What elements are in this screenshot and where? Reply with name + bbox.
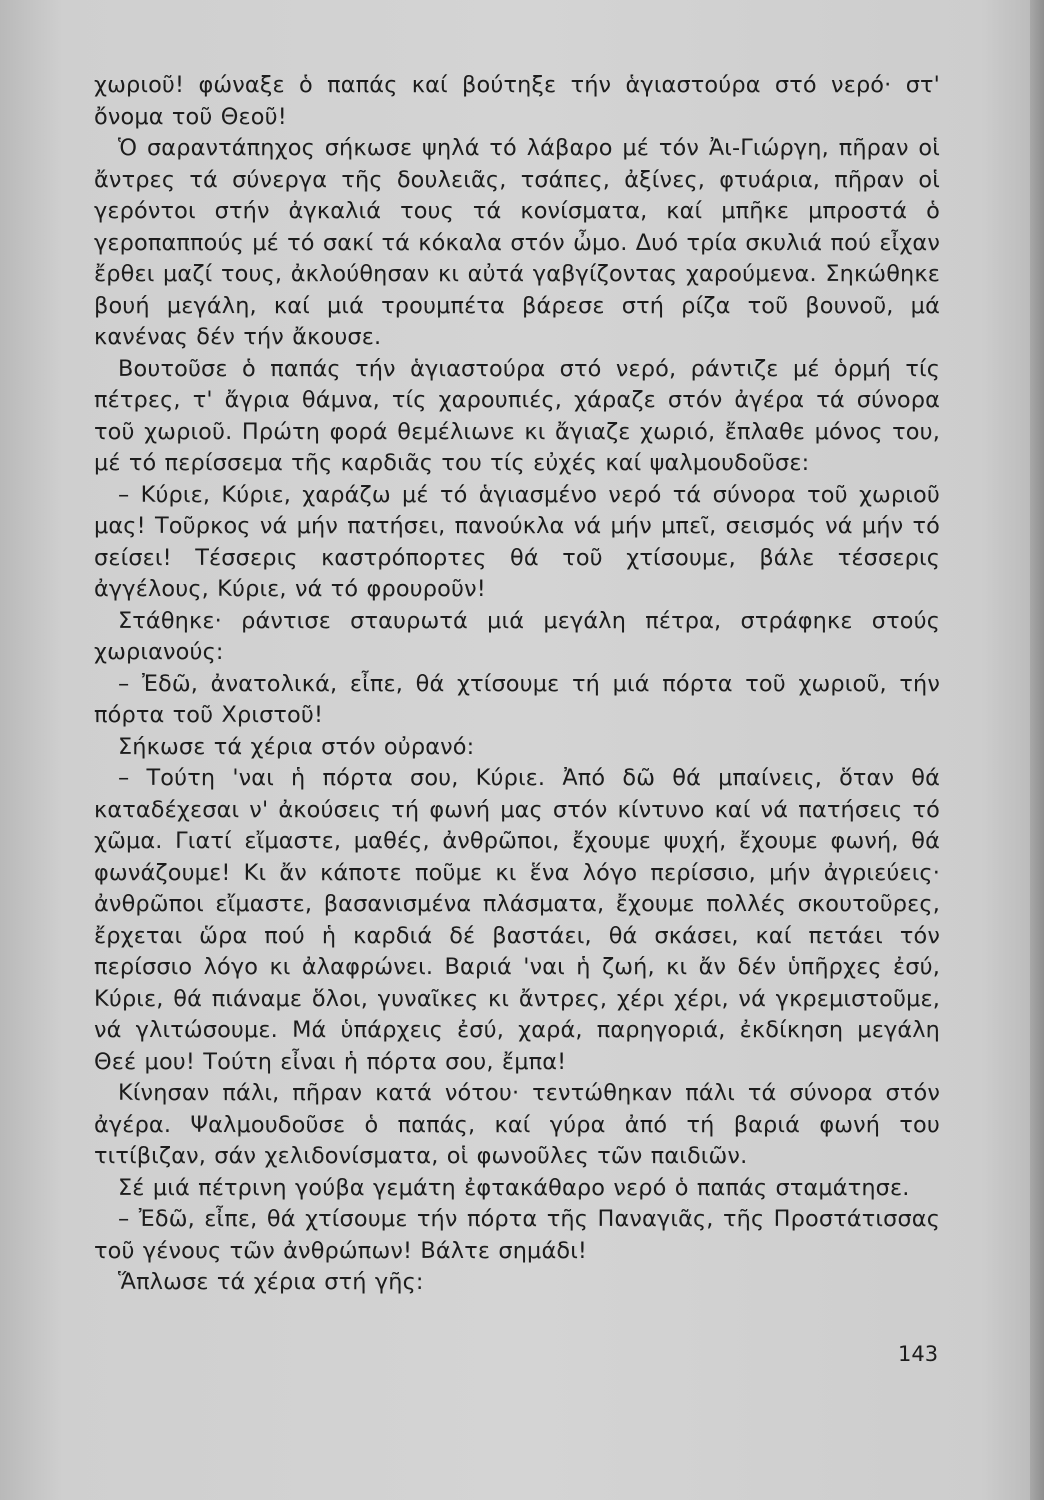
paragraph: – Κύριε, Κύριε, χαράζω μέ τό ἁγιασμένο νερό τά σύνορα τοῦ χωριοῦ μας! Τοῦρκος νά μήν πατήσει, πανούκλα νά μήν μπεῖ, σεισμός νά μήν τό σείσει! Τέσσερις καστρόπορτες θά τοῦ χτίσουμε, βάλε τέσσερις ἀγγέλους, Κύριε, νά τό φρουροῦν!	[94, 481, 940, 602]
paragraph: Κίνησαν πάλι, πῆραν κατά νότου· τεντώθηκαν πάλι τά σύνορα στόν ἀγέρα. Ψαλμουδοῦσε ὁ παπάς, καί γύρα ἀπό τή βαριά φωνή του τιτίβιζαν, σάν χελιδονίσματα, οἱ φωνοῦλες τῶν παιδιῶν.	[94, 1080, 940, 1169]
paragraph: Ἅπλωσε τά χέρια στή γῆς:	[118, 1269, 424, 1295]
paragraph: Σέ μιά πέτρινη γούβα γεμάτη ἐφτακάθαρο νερό ὁ παπάς σταμάτησε.	[118, 1174, 910, 1201]
paragraph: – Ἐδῶ, εἶπε, θά χτίσουμε τήν πόρτα τῆς Παναγιᾶς, τῆς Προστάτισσας τοῦ γένους τῶν ἀνθρώπων! Βάλτε σημάδι!	[94, 1206, 940, 1264]
body-text	[94, 70, 940, 1299]
paragraph: Σήκωσε τά χέρια στόν οὐρανό:	[118, 733, 475, 760]
paragraph: – Ἐδῶ, ἀνατολικά, εἶπε, θά χτίσουμε τή μιά πόρτα τοῦ χωριοῦ, τήν πόρτα τοῦ Χριστοῦ!	[94, 670, 940, 728]
paragraph: – Τούτη 'ναι ἡ πόρτα σου, Κύριε. Ἀπό δῶ θά μπαίνεις, ὅταν θά καταδέχεσαι ν' ἀκούσεις τή φωνή μας στόν κίντυνο καί νά πατήσεις τό χῶμα. Γιατί εἴμαστε, μαθές, ἀνθρῶποι, ἔχουμε ψυχή, ἔχουμε φωνή, θά φωνάζουμε! Κι ἄν κάποτε ποῦμε κι ἕνα λόγο περίσσιο, μήν ἀγριεύεις· ἀνθρῶποι εἴμαστε, βασανισμένα πλάσματα, ἔχουμε πολλές σκουτοῦρες, ἔρχεται ὥρα πού ἡ καρδιά δέ βαστάει, θά σκάσει, καί πετάει τόν περίσσιο λόγο κι ἀλαφρώνει. Βαριά 'ναι ἡ ζωή, κι ἄν δέν ὑπῆρχες ἐσύ, Κύριε, θά πιάναμε ὅλοι, γυναῖκες κι ἄντρες, χέρι χέρι, νά γκρεμιστοῦμε, νά γλιτώσουμε. Μά ὑπάρχεις ἐσύ, χαρά, παρηγοριά, ἐκδίκηση μεγάλη Θεέ μου! Τούτη εἶναι ἡ πόρτα σου, ἔμπα!	[94, 765, 940, 1075]
paragraph: Ὁ σαραντάπηχος σήκωσε ψηλά τό λάβαρο μέ τόν Ἀι-Γιώργη, πῆραν οἱ ἄντρες τά σύνεργα τῆς δουλειᾶς, τσάπες, ἀξίνες, φτυάρια, πῆραν οἱ γερόντοι στήν ἀγκαλιά τους τά κονίσματα, καί μπῆκε μπροστά ὁ γεροπαππούς μέ τό σακί τά κόκαλα στόν ὦμο. Δυό τρία σκυλιά πού εἶχαν ἔρθει μαζί τους, ἀκλούθησαν κι αὐτά γαβγίζοντας χαρούμενα. Σηκώθηκε βουή μεγάλη, καί μιά τρουμπέτα βάρεσε στή ρίζα τοῦ βουνοῦ, μά κανένας δέν τήν ἄκουσε.	[94, 135, 940, 350]
page-edge-shadow	[1030, 0, 1044, 1500]
page-number: 143	[898, 1342, 939, 1366]
paragraph: χωριοῦ! φώναξε ὁ παπάς καί βούτηξε τήν ἁγιαστούρα στό νερό· στ' ὄνομα τοῦ Θεοῦ!	[94, 72, 940, 130]
paragraph: Βουτοῦσε ὁ παπάς τήν ἁγιαστούρα στό νερό, ράντιζε μέ ὁρμή τίς πέτρες, τ' ἄγρια θάμνα, τίς χαρουπιές, χάραζε στόν ἀγέρα τά σύνορα τοῦ χωριοῦ. Πρώτη φορά θεμέλιωνε κι ἄγιαζε χωριό, ἔπλαθε μόνος του, μέ τό περίσσεμα τῆς καρδιᾶς του τίς εὐχές καί ψαλμουδοῦσε:	[94, 355, 940, 476]
paragraph: Στάθηκε· ράντισε σταυρωτά μιά μεγάλη πέτρα, στράφηκε στούς χωριανούς:	[94, 607, 940, 665]
